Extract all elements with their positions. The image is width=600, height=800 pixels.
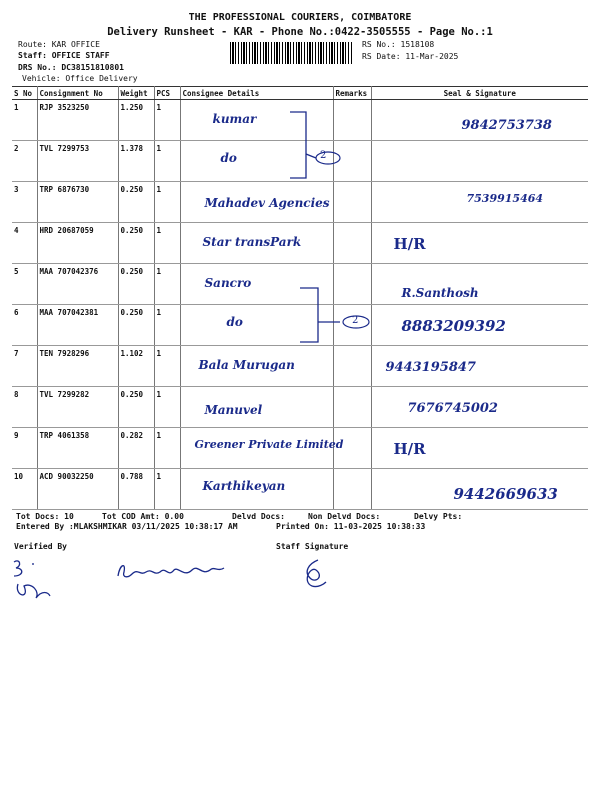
row-pcs: 1: [154, 223, 180, 264]
printed-on: Printed On: 11-03-2025 10:38:33: [276, 522, 426, 531]
row-pcs: 1: [154, 141, 180, 182]
signature-handwriting: R.Santhosh: [401, 286, 479, 300]
consignee-handwriting: do: [226, 315, 243, 329]
row-weight: 0.250: [118, 305, 154, 346]
row-consignment-no: MAA 707042381: [37, 305, 118, 346]
row-pcs: 1: [154, 346, 180, 387]
signature-handwriting: 7676745002: [407, 401, 498, 416]
table-row: [12, 223, 588, 264]
row-consignment-no: MAA 707042376: [37, 264, 118, 305]
verified-by-label: Verified By: [14, 542, 67, 551]
consignee-handwriting: Bala Murugan: [198, 358, 295, 372]
signature-handwriting: H/R: [393, 235, 426, 253]
row-pcs: 1: [154, 428, 180, 469]
row-weight: 0.788: [118, 469, 154, 510]
total-cod-amount: Tot COD Amt: 0.00: [102, 512, 184, 521]
row-sno: 2: [12, 141, 37, 182]
row-sno: 8: [12, 387, 37, 428]
staff-signature-icon: [298, 556, 332, 590]
col-pcs: PCS: [154, 87, 180, 100]
drs-number: DRS No.: DC38151810801: [18, 63, 124, 72]
col-sno: S No: [12, 87, 37, 100]
table-row: [12, 387, 588, 428]
row-pcs: 1: [154, 305, 180, 346]
row-weight: 1.102: [118, 346, 154, 387]
consignee-handwriting: do: [220, 151, 237, 165]
row-consignment-no: ACD 90032250: [37, 469, 118, 510]
row-sno: 9: [12, 428, 37, 469]
vehicle-label: Vehicle: Office Delivery: [22, 74, 138, 83]
row-weight: 1.250: [118, 100, 154, 141]
consignee-handwriting: Karthikeyan: [202, 479, 286, 493]
company-name: THE PROFESSIONAL COURIERS, COIMBATORE: [188, 12, 412, 23]
signature-handwriting: 9842753738: [461, 118, 552, 133]
signature-handwriting: 7539915464: [466, 192, 544, 205]
rs-date: RS Date: 11-Mar-2025: [362, 52, 459, 61]
runsheet-title: Delivery Runsheet - KAR - Phone No.:0422-3505555 - Page No.:1: [107, 26, 493, 38]
non-delivered-docs: Non Delvd Docs:: [308, 512, 381, 521]
row-pcs: 1: [154, 100, 180, 141]
row-pcs: 1: [154, 264, 180, 305]
col-seal-signature: Seal & Signature: [371, 87, 588, 100]
row-consignment-no: TEN 7928296: [37, 346, 118, 387]
delivery-points: Delvy Pts:: [414, 512, 463, 521]
row-weight: 0.282: [118, 428, 154, 469]
route-label: Route: KAR OFFICE: [18, 40, 100, 49]
signature-handwriting: 8883209392: [401, 317, 506, 335]
consignee-handwriting: Manuvel: [204, 403, 263, 417]
row-consignment-no: HRD 20687059: [37, 223, 118, 264]
consignee-handwriting: Greener Private Limited: [194, 438, 344, 451]
row-sno: 4: [12, 223, 37, 264]
group-bracket-icon: [290, 108, 360, 188]
row-sno: 6: [12, 305, 37, 346]
row-pcs: 1: [154, 387, 180, 428]
rs-number: RS No.: 1518108: [362, 40, 435, 49]
entered-by: Entered By :MLAKSHMIKAR 03/11/2025 10:38:17 AM: [16, 522, 238, 531]
row-consignment-no: RJP 3523250: [37, 100, 118, 141]
col-consignee-details: Consignee Details: [180, 87, 333, 100]
row-consignment-no: TRP 6876730: [37, 182, 118, 223]
consignee-handwriting: Star transPark: [202, 235, 302, 249]
group-mark: 2: [352, 315, 359, 326]
consignee-handwriting: Mahadev Agencies: [204, 196, 330, 210]
table-header-row: [12, 87, 588, 100]
row-sno: 1: [12, 100, 37, 141]
delivered-docs: Delvd Docs:: [232, 512, 285, 521]
signature-handwriting: 9442669633: [453, 485, 558, 503]
staff-signature-label: Staff Signature: [276, 542, 349, 551]
table-row: [12, 469, 588, 510]
row-weight: 0.250: [118, 387, 154, 428]
verifier-signature-icon: [114, 558, 234, 586]
row-weight: 0.250: [118, 182, 154, 223]
row-consignment-no: TVL 7299753: [37, 141, 118, 182]
verifier-signature-icon: [10, 556, 60, 602]
col-consignment-no: Consignment No: [37, 87, 118, 100]
staff-label: Staff: OFFICE STAFF: [18, 51, 110, 60]
row-weight: 0.250: [118, 264, 154, 305]
total-docs: Tot Docs: 10: [16, 512, 74, 521]
signature-handwriting: 9443195847: [385, 360, 476, 375]
row-consignment-no: TVL 7299282: [37, 387, 118, 428]
col-remarks: Remarks: [333, 87, 371, 100]
signature-handwriting: H/R: [393, 440, 426, 458]
consignee-handwriting: kumar: [212, 112, 257, 126]
col-weight: Weight: [118, 87, 154, 100]
row-sno: 3: [12, 182, 37, 223]
row-pcs: 1: [154, 182, 180, 223]
row-weight: 0.250: [118, 223, 154, 264]
consignee-handwriting: Sancro: [204, 276, 252, 290]
group-bracket-icon: [300, 282, 380, 354]
row-weight: 1.378: [118, 141, 154, 182]
row-sno: 7: [12, 346, 37, 387]
group-mark: 2: [320, 150, 327, 161]
barcode-icon: [230, 42, 352, 64]
row-sno: 5: [12, 264, 37, 305]
row-consignment-no: TRP 4061358: [37, 428, 118, 469]
row-pcs: 1: [154, 469, 180, 510]
row-sno: 10: [12, 469, 37, 510]
table-row: [12, 428, 588, 469]
